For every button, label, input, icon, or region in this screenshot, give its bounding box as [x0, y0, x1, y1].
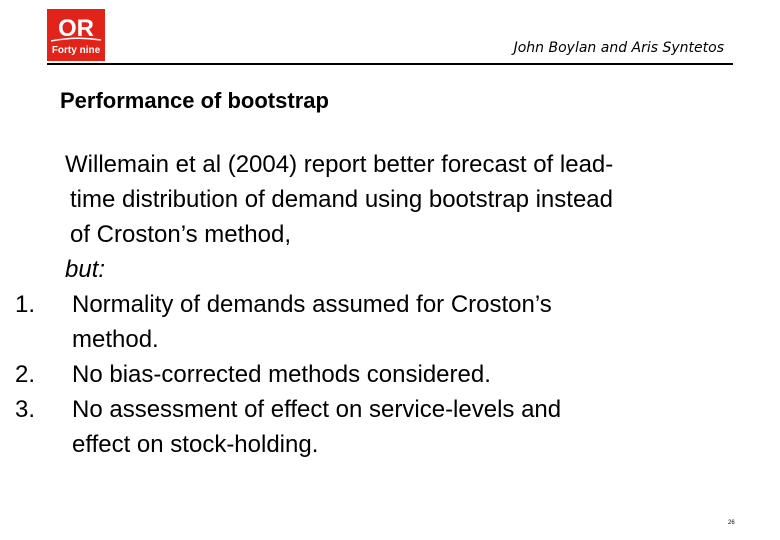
page-number: 26 — [728, 520, 735, 526]
point-line: effect on stock-holding. — [72, 431, 319, 458]
point-number: 3. — [15, 396, 36, 423]
point-number: 1. — [15, 291, 36, 318]
header-divider — [47, 63, 733, 65]
point-line: Normality of demands assumed for Croston’s — [72, 291, 552, 318]
logo-mark-or: OR — [58, 15, 94, 42]
point-number: 2. — [15, 361, 36, 388]
logo-mark-forty-nine: Forty nine — [51, 45, 101, 56]
conjunction-text: but: — [65, 256, 106, 283]
slide-title: Performance of bootstrap — [60, 88, 329, 113]
logo-graphic — [47, 9, 105, 61]
point-line: No bias-corrected methods considered. — [72, 361, 491, 388]
or-forty-nine-logo — [47, 9, 105, 61]
intro-line: of Croston’s method, — [70, 221, 292, 248]
point-line: No assessment of effect on service-levels and — [72, 396, 562, 423]
point-line: method. — [72, 326, 159, 353]
author-credit: John Boylan and Aris Syntetos — [513, 40, 724, 56]
intro-line: time distribution of demand using bootstrap instead — [70, 186, 613, 213]
intro-line: Willemain et al (2004) report better forecast of lead- — [65, 151, 614, 178]
